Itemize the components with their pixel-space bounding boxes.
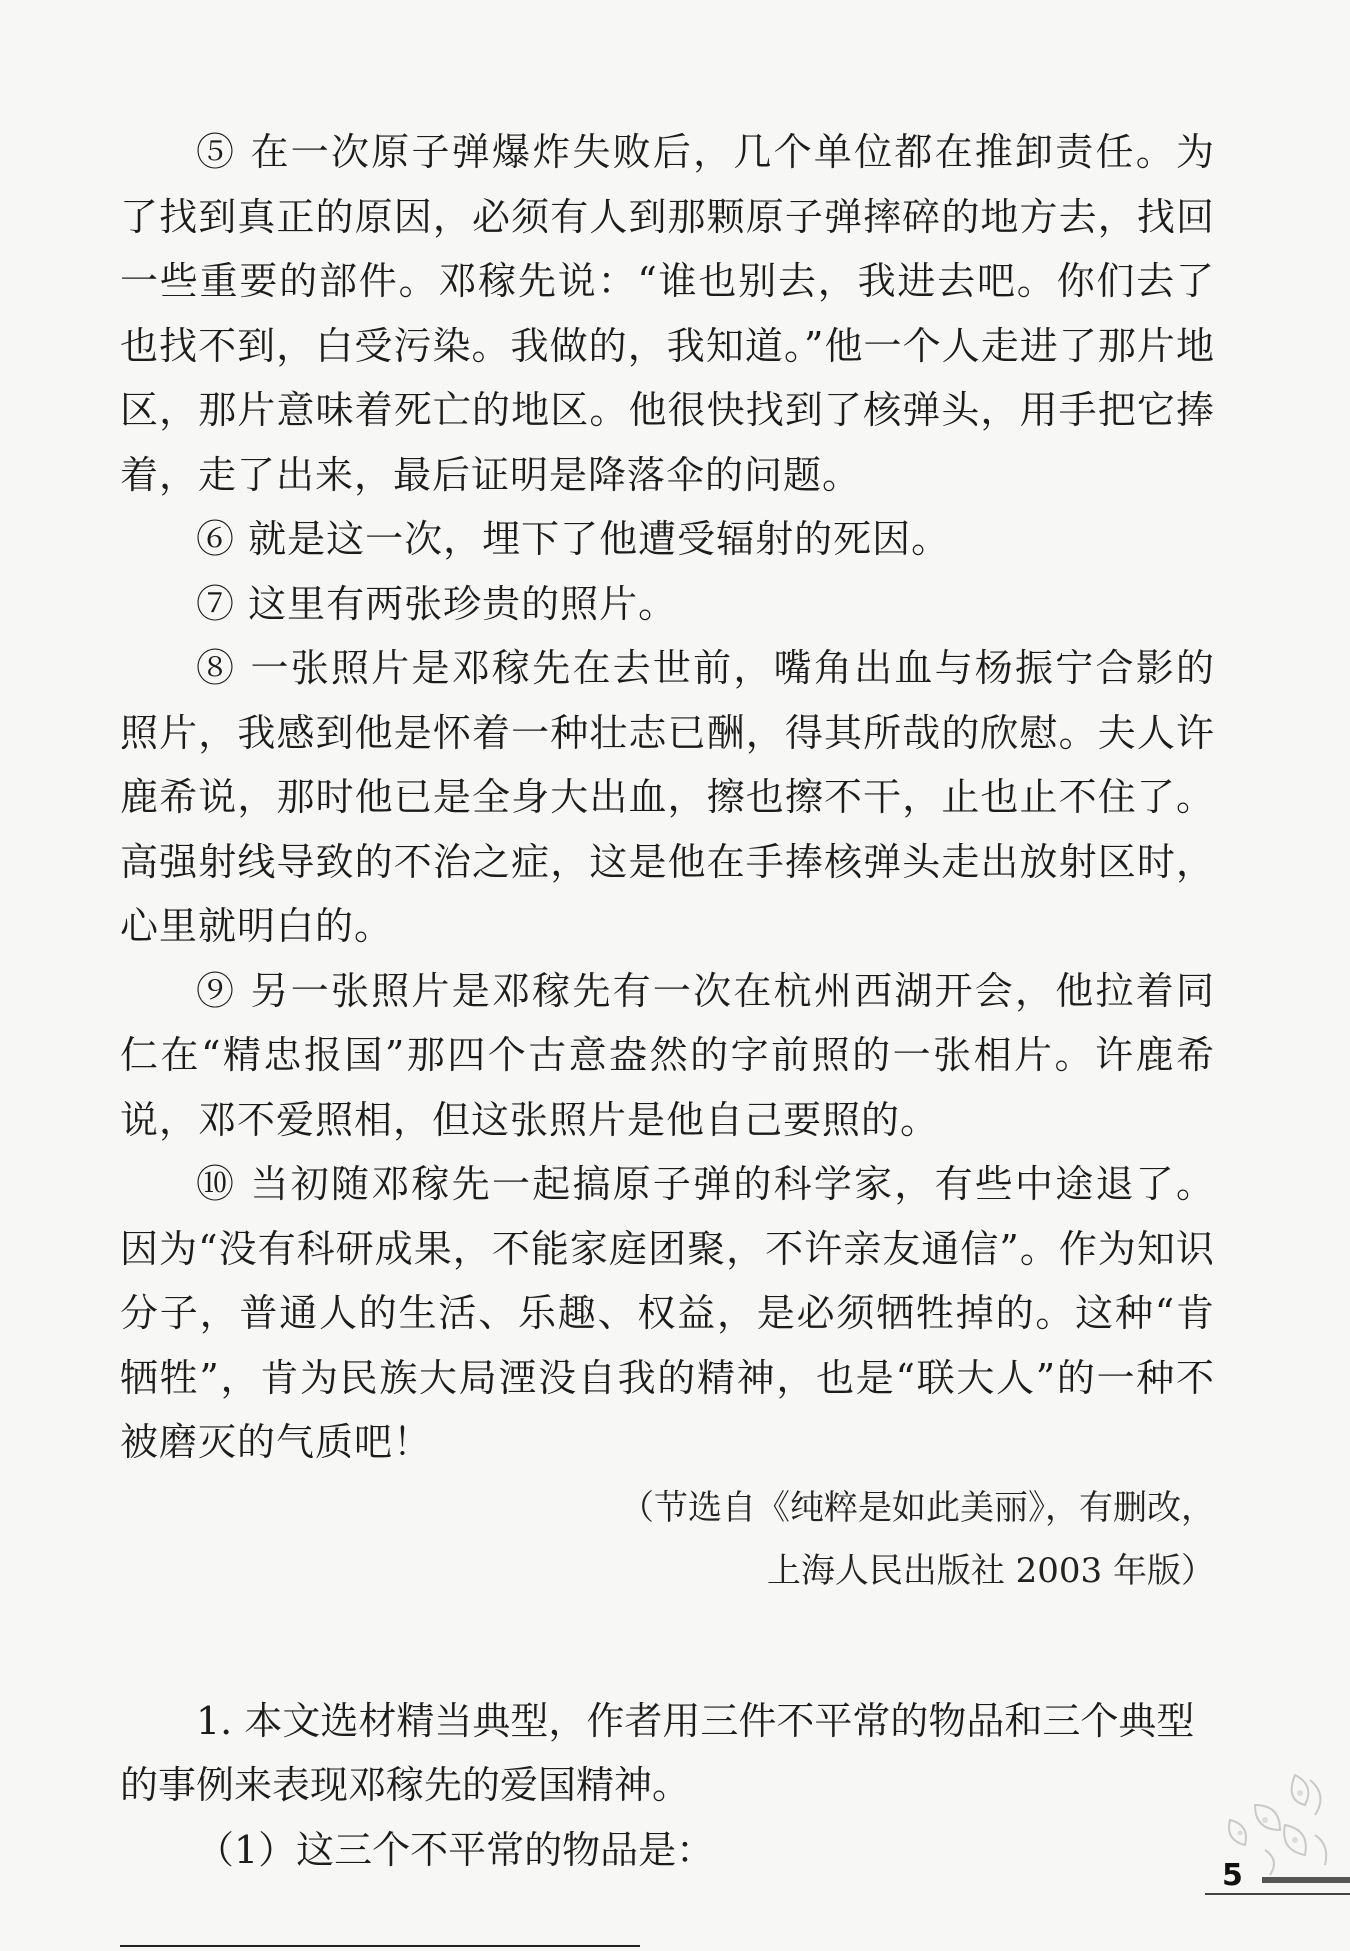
answer-blank[interactable] [120, 1905, 640, 1947]
paragraph-6: ⑥ 就是这一次，埋下了他遭受辐射的死因。 [196, 517, 951, 561]
question-1-sub-1 [120, 1818, 1215, 1947]
questions-section [120, 1689, 1215, 1947]
page-number-rule [1205, 1893, 1350, 1895]
source-citation [120, 1477, 1215, 1603]
paragraph-9: ⑨ 另一张照片是邓稼先有一次在杭州西湖开会，他拉着同仁在“精忠报国”那四个古意盎然的字前照的一张相片。许鹿希说，邓不爱照相，但这张照片是他自己要照的。 [120, 968, 1215, 1142]
paragraph-5: ⑤ 在一次原子弹爆炸失败后，几个单位都在推卸责任。为了找到真正的原因，必须有人到那颗原子弹摔碎的地方去，找回一些重要的部件。邓稼先说：“谁也别去，我进去吧。你们去了也找不到，白受污染。我做的，我知道。”他一个人走进了那片地区，那片意味着死亡的地区。他很快找到了核弹头，用手把它捧着，走了出来，最后证明是降落伞的问题。 [120, 130, 1215, 497]
page-number: 5 [1222, 1858, 1243, 1893]
page-number-bar [1262, 1877, 1350, 1883]
paragraph-7: ⑦ 这里有两张珍贵的照片。 [196, 581, 678, 626]
question-1: 1. 本文选材精当典型，作者用三件不平常的物品和三个典型的事例来表现邓稼先的爱国精神。 [120, 1698, 1195, 1807]
question-1-sub-1-label: （1）这三个不平常的物品是： [196, 1827, 715, 1872]
source-line-2: 上海人民出版社 2003 年版） [766, 1550, 1215, 1591]
leaf-decoration-icon [1195, 1765, 1345, 1885]
paragraph-10: ⑩ 当初随邓稼先一起搞原子弹的科学家，有些中途退了。因为“没有科研成果，不能家庭团聚，不许亲友通信”。作为知识分子，普通人的生活、乐趣、权益，是必须牺牲掉的。这种“肯牺牲”，肯为民族大局湮没自我的精神，也是“联大人”的一种不被磨灭的气质吧！ [120, 1162, 1215, 1464]
paragraph-8: ⑧ 一张照片是邓稼先在去世前，嘴角出血与杨振宁合影的照片，我感到他是怀着一种壮志已酬，得其所哉的欣慰。夫人许鹿希说，那时他已是全身大出血，擦也擦不干，止也止不住了。高强射线导致的不治之症，这是他在手捧核弹头走出放射区时，心里就明白的。 [120, 646, 1215, 948]
text-body [120, 120, 1215, 1947]
source-line-1: （节选自《纯粹是如此美丽》，有删改， [620, 1487, 1215, 1528]
